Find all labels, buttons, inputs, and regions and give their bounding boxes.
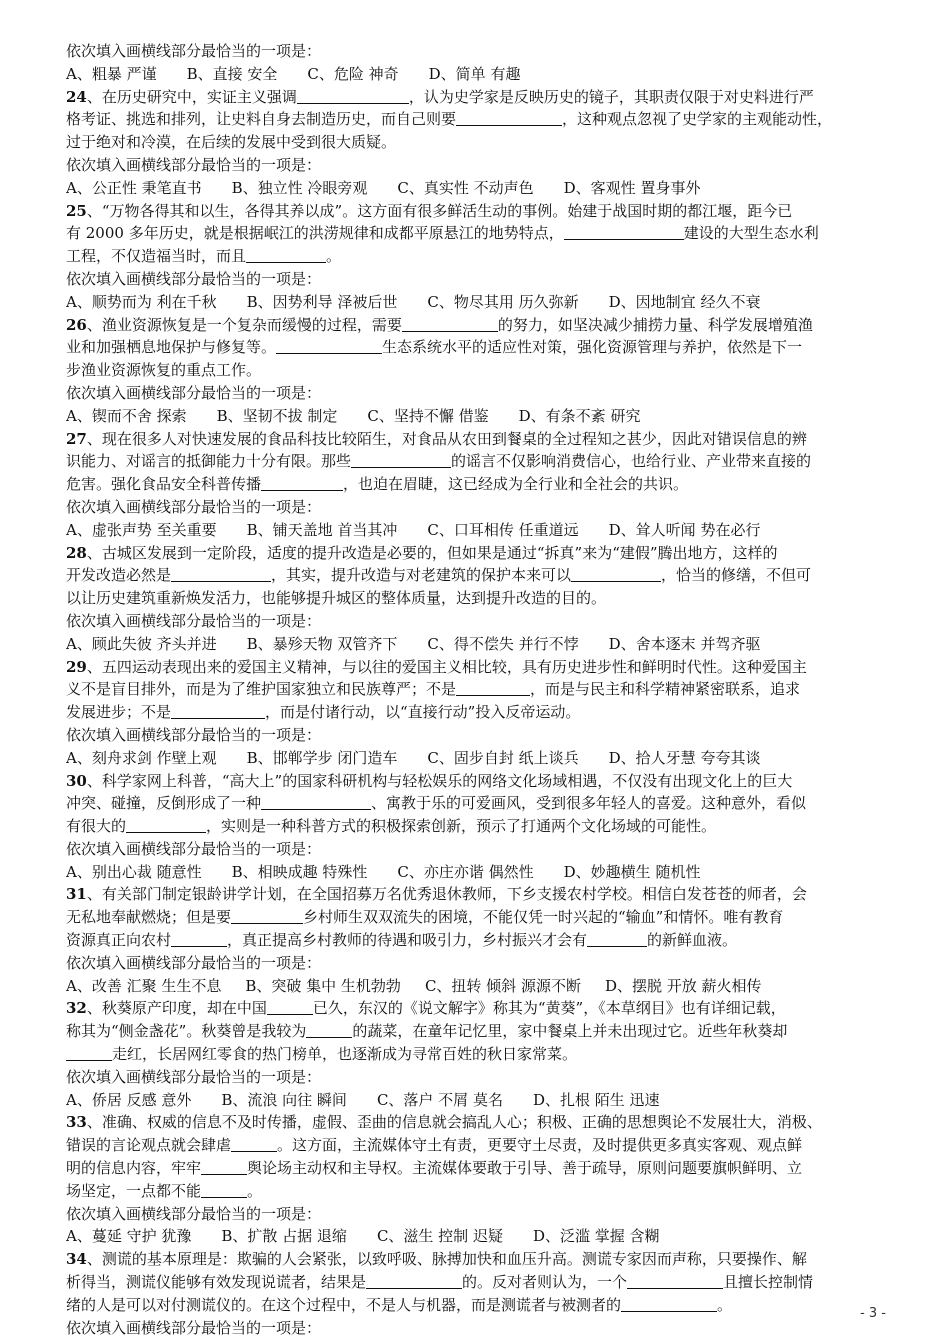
fill-blank: [246, 247, 326, 263]
text: 、准确、权威的信息不及时传播，虚假、歪曲的信息就会搞乱人心；积极、正确的思想舆论不发展壮大，消极、: [86, 1113, 822, 1132]
text: 。: [326, 247, 342, 266]
text: 的谣言不仅影响消费信心，也给行业、产业带来直接的: [451, 452, 812, 471]
fill-blank: [261, 475, 343, 491]
option-b: B、坚韧不拔 制定: [216, 406, 338, 425]
option-d: D、客观性 置身事外: [563, 178, 701, 197]
q30-line-1: [66, 770, 884, 793]
fill-blank: [306, 1022, 352, 1038]
q33-line-1: [66, 1111, 884, 1134]
question-number: 27: [66, 429, 87, 448]
text: 、“万物各得其和以生，各得其养以成”。这方面有很多鲜活生动的事例。始建于战国时期的都江堰，距今已: [86, 201, 793, 220]
prompt-line: 依次填入画横线部分最恰当的一项是：: [66, 611, 322, 630]
q31-line-1: [66, 883, 884, 906]
option-c: C、真实性 不动声色: [397, 178, 534, 197]
prompt-line: 依次填入画横线部分最恰当的一项是：: [66, 1318, 322, 1337]
text: 、现在很多人对快速发展的食品科技比较陌生，对食品从农田到餐桌的全过程知之甚少，因此对错误信息的辨: [86, 429, 807, 448]
text: 有 2000 多年历史，就是根据岷江的洪涝规律和成都平原悬江的地势特点，: [66, 224, 564, 243]
option-b: B、直接 安全: [186, 64, 278, 83]
question-number: 28: [66, 543, 87, 562]
q24-line-2: [66, 108, 884, 131]
option-b: B、流浪 向往 瞬间: [221, 1090, 347, 1109]
text: 发展进步；不是: [66, 703, 172, 722]
text: 。: [247, 1181, 263, 1200]
text: 、五四运动表现出来的爱国主义精神，与以往的爱国主义相比较，具有历史进步性和鲜明时代性。这种爱国主: [86, 657, 807, 676]
text: ，实则是一种科普方式的积极探索创新，预示了打通两个文化场域的可能性。: [206, 817, 717, 836]
option-b: B、扩散 占据 退缩: [221, 1227, 347, 1246]
text: ，恰当的修缮，不但可: [661, 566, 812, 585]
fill-blank: [402, 316, 498, 332]
q31-line-3: [66, 929, 884, 952]
option-b: B、因势利导 泽被后世: [246, 292, 398, 311]
fill-blank: [261, 794, 371, 810]
text: 有很大的: [66, 817, 127, 836]
option-c: C、坚持不懈 借鉴: [367, 406, 489, 425]
option-c: C、口耳相传 任重道远: [427, 520, 579, 539]
q28-line-3: 以让历史建筑重新焕发活力，也能够提升城区的整体质量，达到提升改造的目的。: [66, 589, 607, 608]
fill-blank: [627, 1273, 723, 1289]
fill-blank: [267, 999, 313, 1015]
text: 格考证、挑选和排列，让史料自身去制造历史，而自己则要: [66, 110, 457, 129]
text: 场坚定，一点都不能: [66, 1181, 202, 1200]
option-d: D、简单 有趣: [428, 64, 521, 83]
text: 错误的言论观点就会肆虐: [66, 1136, 232, 1155]
text: 且擅长控制情: [723, 1273, 814, 1292]
text: 业和加强栖息地保护与修复等。: [66, 338, 277, 357]
text: 析得当，测谎仪能够有效发现说谎者，结果是: [66, 1273, 367, 1292]
fill-blank: [587, 931, 647, 947]
option-c: C、亦庄亦谐 偶然性: [397, 862, 534, 881]
option-a: A、侨居 反感 意外: [66, 1090, 192, 1109]
text: 的。反对者则认为，一个: [462, 1273, 628, 1292]
q26-line-1: [66, 314, 884, 337]
question-number: 34: [66, 1250, 87, 1269]
option-a: A、顾此失彼 齐头并进: [66, 634, 217, 653]
q24-line-1: [66, 86, 884, 109]
q34-line-2: [66, 1271, 884, 1294]
q24-options: [66, 177, 884, 200]
question-number: 31: [66, 885, 87, 904]
text: 、测谎的基本原理是：欺骗的人会紧张，以致呼吸、脉搏加快和血压升高。测谎专家因而声称，只要操作、解: [86, 1250, 807, 1269]
option-c: C、物尽其用 历久弥新: [427, 292, 579, 311]
text: 绪的人是可以对付测谎仪的。在这个过程中，不是人与机器，而是测谎者与被测者的: [66, 1295, 622, 1314]
option-a: A、顺势而为 利在千秋: [66, 292, 217, 311]
option-b: B、相映成趣 特殊性: [231, 862, 368, 881]
text: 已久，东汉的《说文解字》称其为“黄葵”，《本草纲目》也有详细记载，: [312, 999, 786, 1018]
prompt-line: 依次填入画横线部分最恰当的一项是：: [66, 155, 322, 174]
fill-blank: [571, 566, 661, 582]
text: 。: [717, 1295, 733, 1314]
prompt-line: 依次填入画横线部分最恰当的一项是：: [66, 725, 322, 744]
q27-line-3: [66, 473, 884, 496]
option-a: A、蔓延 守护 犹豫: [66, 1227, 192, 1246]
q25-line-1: [66, 200, 884, 223]
text: ，认为史学家是反映历史的镜子，其职责仅限于对史料进行严: [408, 87, 814, 106]
q26-line-2: [66, 336, 884, 359]
text: 、古城区发展到一定阶段，适度的提升改造是必要的，但如果是通过“拆真”来为“建假”腾出地方，这样的: [86, 543, 778, 562]
option-d: D、妙趣横生 随机性: [563, 862, 701, 881]
fill-blank: [456, 110, 562, 126]
q29-line-2: [66, 678, 884, 701]
q33-options: [66, 1225, 884, 1248]
q33-line-4: [66, 1180, 884, 1203]
text: 工程，不仅造福当时，而且: [66, 247, 247, 266]
option-d: D、耸人听闻 势在必行: [608, 520, 761, 539]
option-d: D、因地制宜 经久不衰: [608, 292, 761, 311]
q26-line-3: 步渔业资源恢复的重点工作。: [66, 361, 262, 380]
prompt-line: 依次填入画横线部分最恰当的一项是：: [66, 269, 322, 288]
prompt-line: 依次填入画横线部分最恰当的一项是：: [66, 42, 322, 60]
question-number: 25: [66, 201, 87, 220]
q25-line-2: [66, 222, 884, 245]
option-a: A、粗暴 严谨: [66, 64, 157, 83]
text: 乡村师生双双流失的困境，不能仅凭一时兴起的“输血”和情怀。唯有教育: [303, 908, 784, 927]
question-number: 24: [66, 87, 87, 106]
text: 明的信息内容，牢牢: [66, 1159, 202, 1178]
option-c: C、滋生 控制 迟疑: [376, 1227, 503, 1246]
text: 的努力，如坚决减少捕捞力量、科学发展增殖渔: [497, 315, 813, 334]
page-number: - 3 -: [860, 1306, 886, 1321]
text: 、有关部门制定银龄讲学计划，在全国招募万名优秀退休教师，下乡支援农村学校。相信白发苍苍的师者，会: [86, 885, 807, 904]
prompt-line: 依次填入画横线部分最恰当的一项是：: [66, 1067, 322, 1086]
fill-blank: [201, 1159, 247, 1175]
q31-options: [66, 975, 884, 998]
q28-options: [66, 633, 884, 656]
option-a: A、公正性 秉笔直书: [66, 178, 202, 197]
text: 建设的大型生态水利: [683, 224, 819, 243]
option-a: A、虚张声势 至关重要: [66, 520, 217, 539]
option-d: D、扎根 陌生 迅速: [532, 1090, 660, 1109]
fill-blank: [366, 1273, 462, 1289]
text: 走红，长居网红零食的热门榜单，也逐渐成为寻常百姓的秋日家常菜。: [112, 1045, 578, 1064]
prompt-line: 依次填入画横线部分最恰当的一项是：: [66, 1204, 322, 1223]
fill-blank: [564, 224, 684, 240]
fill-blank: [171, 566, 271, 582]
text: 、寓教于乐的可爱画风，受到很多年轻人的喜爱。这种意外，看似: [371, 794, 807, 813]
text: 舆论场主动权和主导权。主流媒体要敢于引导、善于疏导，原则问题要旗帜鲜明、立: [247, 1159, 803, 1178]
text: ，真正提高乡村教师的待遇和吸引力，乡村振兴才会有: [227, 931, 588, 950]
q29-line-1: [66, 656, 884, 679]
prompt-line: 依次填入画横线部分最恰当的一项是：: [66, 839, 322, 858]
option-d: D、有条不紊 研究: [518, 406, 641, 425]
q33-line-2: [66, 1134, 884, 1157]
q24-line-3: 过于绝对和冷漠，在后续的发展中受到很大质疑。: [66, 133, 397, 152]
q27-line-1: [66, 428, 884, 451]
option-b: B、铺天盖地 首当其冲: [246, 520, 398, 539]
q30-options: [66, 861, 884, 884]
fill-blank: [231, 908, 303, 924]
text: ，而是付诸行动，以“直接行动”投入反帝运动。: [265, 703, 581, 722]
option-c: C、固步自封 纸上谈兵: [427, 748, 579, 767]
fill-blank: [201, 1182, 247, 1198]
option-d: D、拾人牙慧 夸夸其谈: [608, 748, 761, 767]
prompt-line: 依次填入画横线部分最恰当的一项是：: [66, 497, 322, 516]
text: 的新鲜血液。: [647, 931, 738, 950]
q29-line-3: [66, 701, 884, 724]
document-page: [66, 40, 884, 1339]
text: 义不是盲目排外，而是为了维护国家独立和民族尊严；不是: [66, 680, 457, 699]
q32-line-2: [66, 1020, 884, 1043]
text: 的蔬菜，在童年记忆里，家中餐桌上并未出现过它。近些年秋葵却: [352, 1022, 788, 1041]
option-a: A、锲而不舍 探索: [66, 406, 187, 425]
prompt-line: 依次填入画横线部分最恰当的一项是：: [66, 953, 322, 972]
text: 、在历史研究中，实证主义强调: [86, 87, 297, 106]
text: 识能力、对谣言的抵御能力十分有限。那些: [66, 452, 352, 471]
option-d: D、摆脱 开放 薪火相传: [604, 976, 762, 995]
fill-blank: [276, 338, 382, 354]
option-d: D、舍本逐末 并驾齐驱: [608, 634, 761, 653]
text: ，也迫在眉睫，这已经成为全行业和全社会的共识。: [343, 475, 689, 494]
q26-options: [66, 405, 884, 428]
q30-line-3: [66, 815, 884, 838]
option-a: A、改善 汇聚 生生不息: [66, 976, 222, 995]
text: 危害。强化食品安全科普传播: [66, 475, 262, 494]
text: 、科学家网上科普，“高大上”的国家科研机构与轻松娱乐的网络文化场域相遇，不仅没有出现文化上的巨大: [86, 771, 793, 790]
option-c: C、落户 不屑 莫名: [376, 1090, 503, 1109]
option-c: C、危险 神奇: [307, 64, 399, 83]
question-number: 29: [66, 657, 87, 676]
option-d: D、泛滥 掌握 含糊: [532, 1227, 660, 1246]
q28-line-1: [66, 542, 884, 565]
option-b: B、邯郸学步 闭门造车: [246, 748, 398, 767]
q28-line-2: [66, 564, 884, 587]
q32-line-1: [66, 997, 884, 1020]
text: 冲突、碰撞，反倒形成了一种: [66, 794, 262, 813]
fill-blank: [66, 1045, 112, 1061]
text: 开发改造必然是: [66, 566, 172, 585]
fill-blank: [456, 680, 530, 696]
text: 无私地奉献燃烧；但是要: [66, 908, 232, 927]
text: ，这种观点忽视了史学家的主观能动性，: [562, 110, 833, 129]
text: ，其实，提升改造与对老建筑的保护本来可以: [271, 566, 572, 585]
q33-line-3: [66, 1157, 884, 1180]
fill-blank: [621, 1296, 717, 1312]
option-a: A、刻舟求剑 作壁上观: [66, 748, 217, 767]
q30-line-2: [66, 792, 884, 815]
fill-blank: [297, 88, 409, 104]
option-b: B、暴殄天物 双管齐下: [246, 634, 398, 653]
q34-line-3: [66, 1294, 884, 1317]
q27-options: [66, 519, 884, 542]
text: 、秋葵原产印度，却在中国: [86, 999, 267, 1018]
text: 称其为“侧金盏花”。秋葵曾是我较为: [66, 1022, 307, 1041]
option-c: C、扭转 倾斜 源源不断: [424, 976, 581, 995]
q29-options: [66, 747, 884, 770]
option-a: A、别出心裁 随意性: [66, 862, 202, 881]
text: 。这方面，主流媒体守土有责，更要守土尽责，及时提供更多真实客观、观点鲜: [277, 1136, 803, 1155]
question-number: 30: [66, 771, 87, 790]
question-number: 33: [66, 1113, 87, 1132]
fill-blank: [171, 931, 227, 947]
q31-line-2: [66, 906, 884, 929]
q34-line-1: [66, 1248, 884, 1271]
q32-line-3: [66, 1043, 884, 1066]
text: ，而是与民主和科学精神紧密联系，追求: [530, 680, 801, 699]
q27-line-2: [66, 450, 884, 473]
option-b: B、独立性 冷眼旁观: [231, 178, 368, 197]
prompt-line: 依次填入画横线部分最恰当的一项是：: [66, 383, 322, 402]
option-c: C、得不偿失 并行不悖: [427, 634, 579, 653]
q25-line-3: [66, 245, 884, 268]
fill-blank: [231, 1136, 277, 1152]
text: 资源真正向农村: [66, 931, 172, 950]
fill-blank: [351, 452, 451, 468]
fill-blank: [171, 703, 265, 719]
text: 生态系统水平的适应性对策，强化资源管理与养护，依然是下一: [382, 338, 803, 357]
question-number: 32: [66, 999, 87, 1018]
q32-options: [66, 1089, 884, 1112]
question-number: 26: [66, 315, 87, 334]
text: 、渔业资源恢复是一个复杂而缓慢的过程，需要: [86, 315, 402, 334]
fill-blank: [126, 817, 206, 833]
q25-options: [66, 291, 884, 314]
option-b: B、突破 集中 生机勃勃: [245, 976, 401, 995]
q23-options: [66, 63, 884, 86]
